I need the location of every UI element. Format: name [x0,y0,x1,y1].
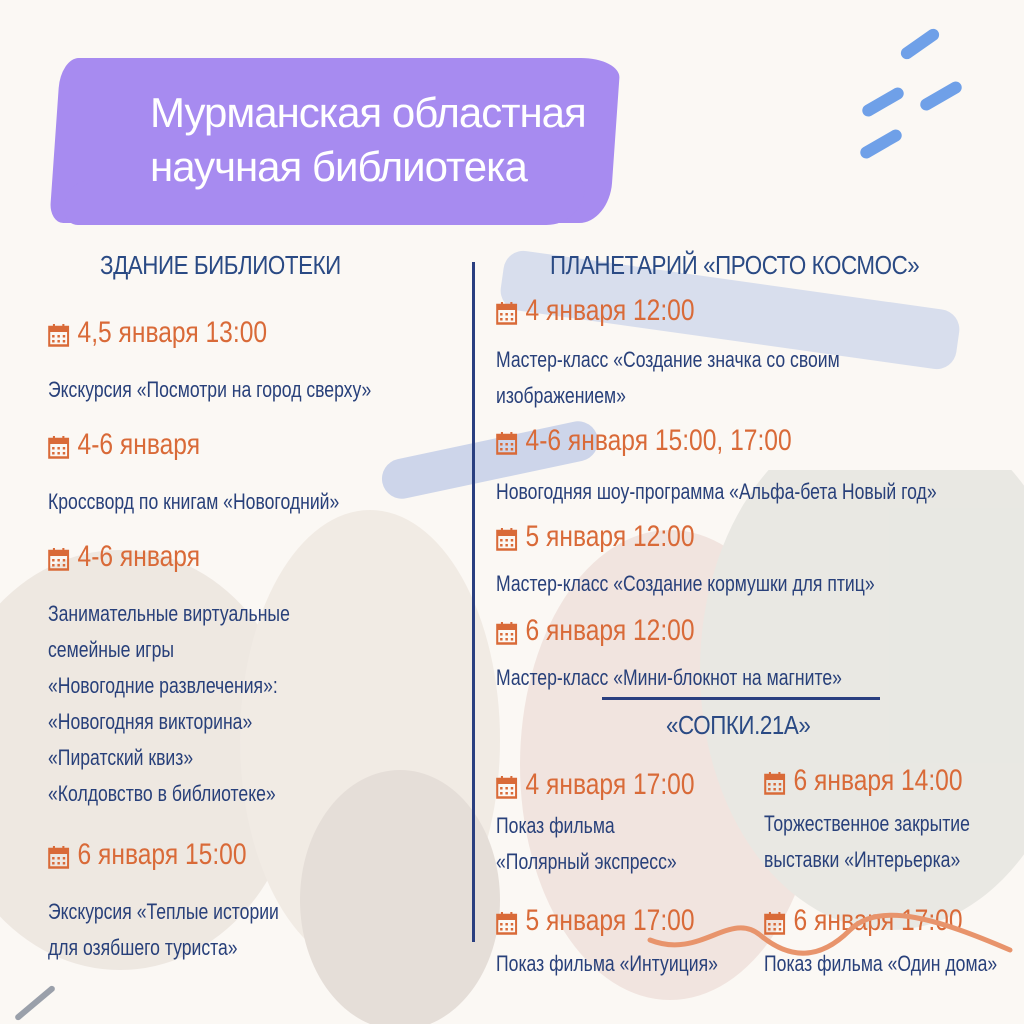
decor-dash [899,26,942,61]
calendar-icon [48,545,69,569]
event-date: 4-6 января 15:00, 17:00 [496,424,792,458]
sopki-heading: «СОПКИ.21А» [666,710,811,740]
calendar-icon [48,433,69,457]
title-line-2: научная библиотека [150,143,527,190]
event-date: 4,5 января 13:00 [48,316,267,350]
event-date: 4 января 17:00 [496,768,695,802]
calendar-icon [48,843,69,867]
calendar-icon [496,299,517,323]
event-date: 5 января 17:00 [496,904,695,938]
event-description: Показ фильма «Полярный экспресс» [496,813,677,874]
calendar-icon [764,769,785,793]
event-date: 5 января 12:00 [496,520,695,554]
decor-dash [858,127,904,160]
event-date: 6 января 15:00 [48,838,247,872]
calendar-icon [496,429,517,453]
event-date: 4-6 января [48,540,200,574]
calendar-icon [496,909,517,933]
event-description: Экскурсия «Посмотри на город сверху» [48,377,372,402]
decor-dash [860,85,906,118]
event-date: 6 января 17:00 [764,904,963,938]
left-heading: ЗДАНИЕ БИБЛИОТЕКИ [100,250,341,280]
calendar-icon [48,321,69,345]
event-description: Показ фильма «Один дома» [764,951,998,976]
decor-swirl [640,900,1020,970]
title-line-1: Мурманская областная [150,89,586,136]
event-description: Торжественное закрытие выставки «Интерьерка» [764,811,970,872]
event-description: Показ фильма «Интуиция» [496,951,718,976]
event-description: Занимательные виртуальные семейные игры «Новогодние развлечения»: «Новогодняя викторина» «Пиратский квиз» «Колдовство в библиотеке» [48,601,290,806]
event-description: Экскурсия «Теплые истории для озябшего туриста» [48,899,279,960]
event-description: Новогодняя шоу-программа «Альфа-бета Новый год» [496,479,937,504]
right-heading: ПЛАНЕТАРИЙ «ПРОСТО КОСМОС» [550,250,920,280]
calendar-icon [496,525,517,549]
event-description: Кроссворд по книгам «Новогодний» [48,489,340,514]
calendar-icon [496,619,517,643]
page-title [150,86,586,194]
event-description: Мастер-класс «Создание значка со своим изображением» [496,347,840,408]
event-description: Мастер-класс «Мини-блокнот на магните» [496,665,842,690]
event-description: Мастер-класс «Создание кормушки для птиц» [496,571,875,596]
event-date: 6 января 14:00 [764,764,963,798]
event-date: 6 января 12:00 [496,614,695,648]
decor-dash [918,79,964,112]
column-divider [472,262,475,942]
calendar-icon [496,773,517,797]
event-date: 4-6 января [48,428,200,462]
section-underline [602,697,880,700]
event-date: 4 января 12:00 [496,294,695,328]
